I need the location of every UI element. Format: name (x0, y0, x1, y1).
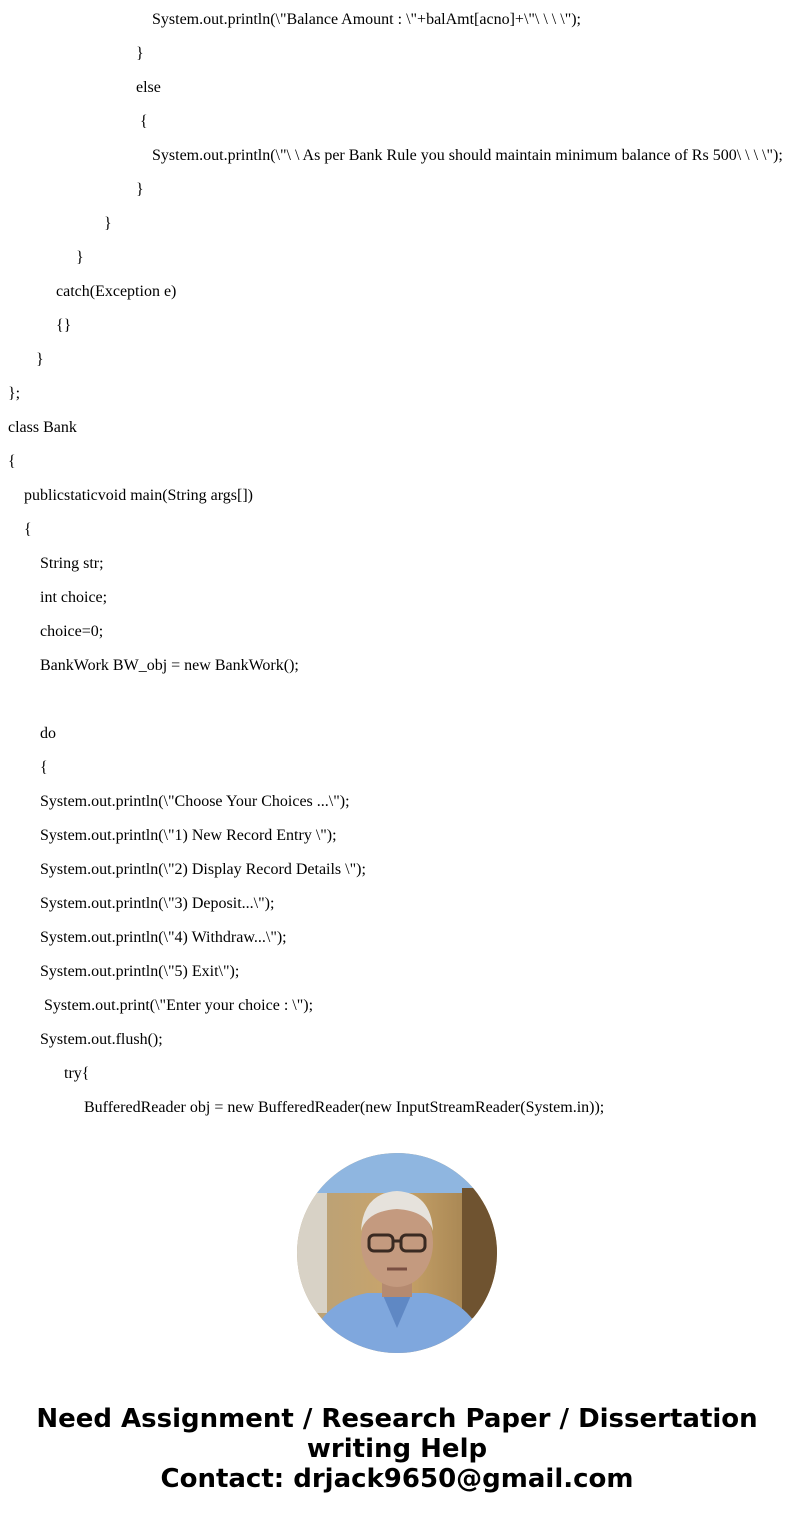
code-line: } (104, 215, 112, 232)
code-line: System.out.println(\"2) Display Record Details \"); (40, 861, 366, 878)
code-line: } (136, 45, 144, 62)
code-line: String str; (40, 555, 104, 572)
code-line: System.out.println(\"4) Withdraw...\"); (40, 929, 287, 946)
code-line: class Bank (8, 419, 77, 436)
code-line: System.out.println(\"Balance Amount : \"+balAmt[acno]+\"\ \ \ \"); (152, 11, 581, 28)
code-line: System.out.println(\"\ \ As per Bank Rule you should maintain minimum balance of Rs 500\ \ \ \"); (152, 147, 783, 164)
code-line: System.out.println(\"3) Deposit...\"); (40, 895, 275, 912)
code-line: catch(Exception e) (56, 283, 177, 300)
code-line: } (76, 249, 84, 266)
footer-contact: Contact: drjack9650@gmail.com (160, 1464, 634, 1494)
code-line: publicstaticvoid main(String args[]) (24, 487, 253, 504)
person-portrait-icon (297, 1153, 497, 1353)
code-line: int choice; (40, 589, 108, 606)
code-line: System.out.print(\"Enter your choice : \"); (44, 997, 314, 1014)
footer-subheading: writing Help (306, 1434, 488, 1464)
code-line: }; (8, 385, 21, 402)
code-line: {} (56, 317, 72, 334)
code-line: System.out.println(\"Choose Your Choices ...\"); (40, 793, 350, 810)
code-line: { (24, 521, 32, 538)
code-line: BankWork BW_obj = new BankWork(); (40, 657, 299, 674)
code-line: { (40, 759, 48, 776)
code-line: System.out.println(\"1) New Record Entry \"); (40, 827, 337, 844)
footer-heading: Need Assignment / Research Paper / Dissertation (36, 1404, 758, 1434)
code-line: do (40, 725, 56, 742)
code-line: try{ (64, 1065, 90, 1082)
code-line: } (36, 351, 44, 368)
code-line: choice=0; (40, 623, 104, 640)
code-line: BufferedReader obj = new BufferedReader(new InputStreamReader(System.in)); (84, 1099, 605, 1116)
code-line: } (136, 181, 144, 198)
code-line: else (136, 79, 161, 96)
code-line: { (8, 453, 16, 470)
code-line: { (140, 113, 148, 130)
code-line: System.out.println(\"5) Exit\"); (40, 963, 240, 980)
avatar (297, 1153, 497, 1353)
code-line: System.out.flush(); (40, 1031, 163, 1048)
